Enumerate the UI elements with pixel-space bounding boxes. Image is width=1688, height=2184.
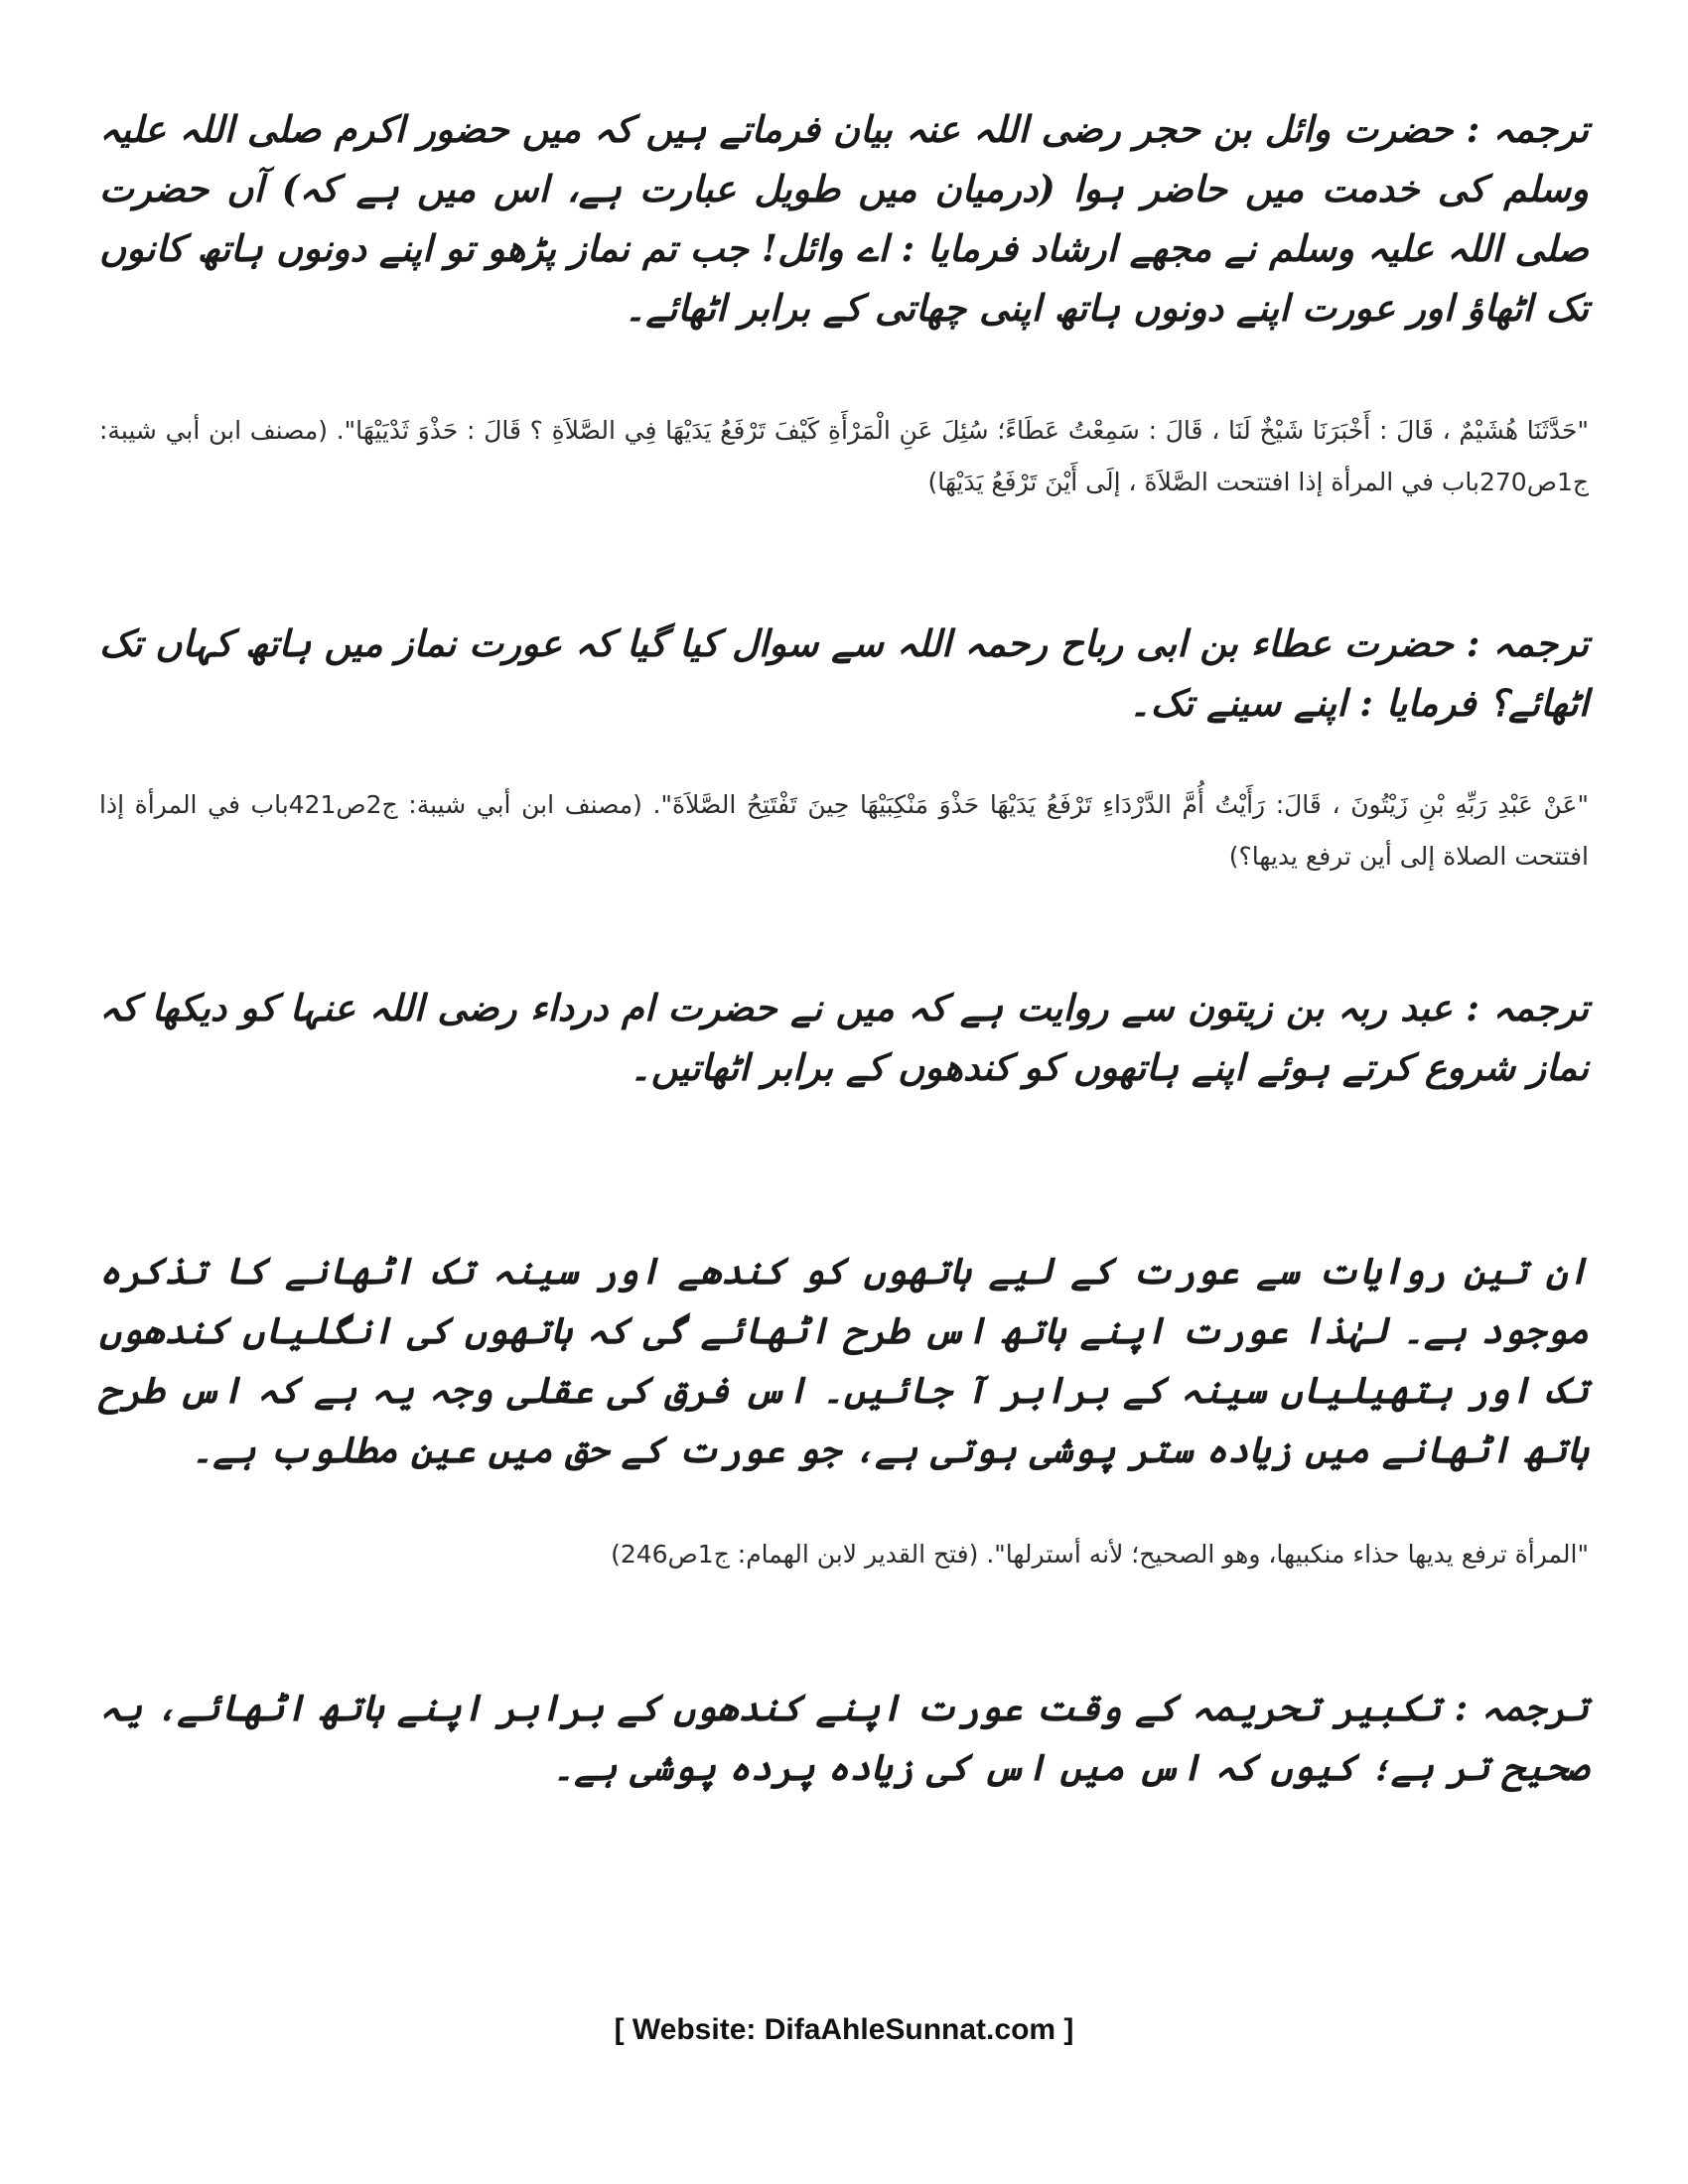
translation-paragraph-4: ترجمہ : تکبیر تحریمہ کے وقت عورت اپنے کندھوں کے برابر اپنے ہاتھ اٹھائے، یہ صحیح تر ہے؛ کیوں کہ اس میں اس کی زیادہ پردہ پوشی ہے۔ bbox=[99, 1686, 1589, 1789]
arabic-quote-3: "المرأة ترفع يديها حذاء منكبيها، وهو الصحيح؛ لأنه أسترلها". (فتح القدير لابن الهمام: ج1ص246) bbox=[611, 1540, 1589, 1569]
explanation-paragraph: ان تین روایات سے عورت کے لیے ہاتھوں کو کندھے اور سینہ تک اٹھانے کا تذکرہ موجود ہے۔ لہٰذا عورت اپنے ہاتھ اس طرح اٹھائے گی کہ ہاتھوں کی انگلیاں کندھوں تک اور ہتھیلیاں سینہ کے برابر آ جائیں۔ اس فرق کی عقلی وجہ یہ ہے کہ اس طرح ہاتھ اٹھانے میں زیادہ ستر پوشی ہوتی ہے، جو عورت کے حق میں عین مطلوب ہے۔ bbox=[99, 1249, 1589, 1471]
translation-paragraph-2: ترجمہ : حضرت عطاء بن ابی رباح رحمہ اللہ سے سوال کیا گیا کہ عورت نماز میں ہاتھ کہاں تک اٹھائے؟ فرمایا : اپنے سینے تک۔ bbox=[99, 621, 1589, 725]
arabic-quote-2: "عَنْ عَبْدِ رَبِّهِ بْنِ زَيْتُونَ ، قَالَ: رَأَيْتُ أُمَّ الدَّرْدَاءِ تَرْفَعُ يَدَيْهَا حَذْوَ مَنْكِبَيْهَا حِينَ تَفْتَتِحُ الصَّلاَةَ". (مصنف ابن أبي شيبة: ج2ص421باب في المرأة إذا افتتحت الصلاة إلى أين ترفع يديها؟) bbox=[99, 790, 1589, 871]
translation-paragraph-3: ترجمہ : عبد ربہ بن زیتون سے روایت ہے کہ میں نے حضرت ام درداء رضی اللہ عنہا کو دیکھا کہ نماز شروع کرتے ہوئے اپنے ہاتھوں کو کندھوں کے برابر اٹھاتیں۔ bbox=[99, 986, 1589, 1089]
website-footer: [ Website: DifaAhleSunnat.com ] bbox=[614, 2013, 1074, 2046]
arabic-quote-1: "حَدَّثَنَا هُشَيْمٌ ، قَالَ : أَخْبَرَنَا شَيْخٌ لَنَا ، قَالَ : سَمِعْتُ عَطَاءً؛ سُئِلَ عَنِ الْمَرْأَةِ كَيْفَ تَرْفَعُ يَدَيْهَا فِي الصَّلاَةِ ؟ قَالَ : حَذْوَ ثَدْيَيْهَا". (مصنف ابن أبي شيبة: ج1ص270باب في المرأة إذا افتتحت الصَّلاَةَ ، إلَى أَيْنَ تَرْفَعُ يَدَيْهَا) bbox=[99, 416, 1589, 496]
translation-paragraph-1: ترجمہ : حضرت وائل بن حجر رضی اللہ عنہ بیان فرماتے ہیں کہ میں حضور اکرم صلی اللہ علیہ وسلم کی خدمت میں حاضر ہوا (درمیان میں طویل عبارت ہے، اس میں ہے کہ) آں حضرت صلی اللہ علیہ وسلم نے مجھے ارشاد فرمایا : اے وائل! جب تم نماز پڑھو تو اپنے دونوں ہاتھ کانوں تک اٹھاؤ اور عورت اپنے دونوں ہاتھ اپنی چھاتی کے برابر اٹھائے۔ bbox=[99, 107, 1589, 330]
